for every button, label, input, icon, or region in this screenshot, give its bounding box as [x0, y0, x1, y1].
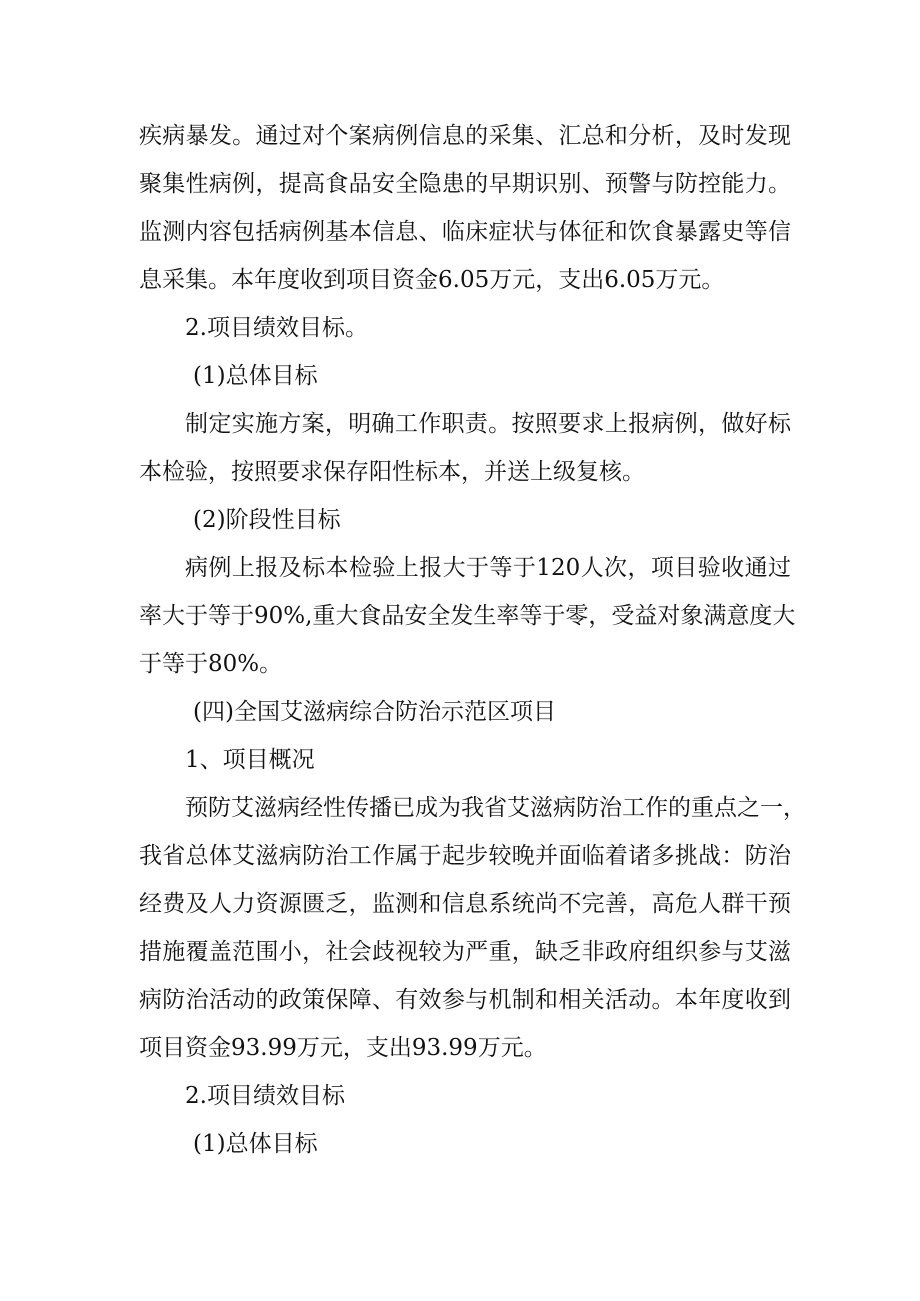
- paragraph-line: 率大于等于90%,重大食品安全发生率等于零，受益对象满意度大: [139, 603, 796, 629]
- paragraph-line: 本检验，按照要求保存阳性标本，并送上级复核。: [139, 459, 645, 485]
- paragraph-line: 经费及人力资源匮乏，监测和信息系统尚不完善，高危人群干预: [139, 891, 791, 917]
- paragraph-line: 项目资金93.99万元，支出93.99万元。: [139, 1035, 547, 1061]
- paragraph-line: 我省总体艾滋病防治工作属于起步较晚并面临着诸多挑战：防治: [139, 843, 791, 869]
- paragraph-line: 监测内容包括病例基本信息、临床症状与体征和饮食暴露史等信: [139, 219, 791, 245]
- section-heading: (四)全国艾滋病综合防治示范区项目: [193, 699, 556, 725]
- paragraph-line: 措施覆盖范围小，社会歧视较为严重，缺乏非政府组织参与艾滋: [139, 939, 791, 965]
- paragraph-line: 息采集。本年度收到项目资金6.05万元，支出6.05万元。: [139, 267, 725, 293]
- section-heading: 1、项目概况: [185, 747, 315, 773]
- section-heading: (1)总体目标: [193, 363, 318, 389]
- body-paragraph: [139, 112, 791, 304]
- paragraph-line: 病防治活动的政策保障、有效参与机制和相关活动。本年度收到: [139, 987, 791, 1013]
- body-paragraph: [139, 544, 796, 688]
- paragraph-line: 聚集性病例，提高食品安全隐患的早期识别、预警与防控能力。: [139, 171, 791, 197]
- body-paragraph: [139, 400, 791, 496]
- paragraph-line: 制定实施方案，明确工作职责。按照要求上报病例，做好标: [185, 411, 791, 437]
- paragraph-line: 病例上报及标本检验上报大于等于120人次，项目验收通过: [185, 555, 791, 581]
- section-heading: (1)总体目标: [193, 1131, 318, 1157]
- section-heading: 2.项目绩效目标: [185, 1083, 345, 1109]
- paragraph-line: 于等于80%。: [139, 651, 283, 677]
- section-heading: 2.项目绩效目标。: [185, 315, 368, 341]
- document-body: [139, 112, 806, 1168]
- body-paragraph: [139, 784, 806, 1072]
- paragraph-line: 疾病暴发。通过对个案病例信息的采集、汇总和分析，及时发现: [139, 123, 791, 149]
- paragraph-line: 预防艾滋病经性传播已成为我省艾滋病防治工作的重点之一，: [185, 795, 806, 821]
- section-heading: (2)阶段性目标: [193, 507, 341, 533]
